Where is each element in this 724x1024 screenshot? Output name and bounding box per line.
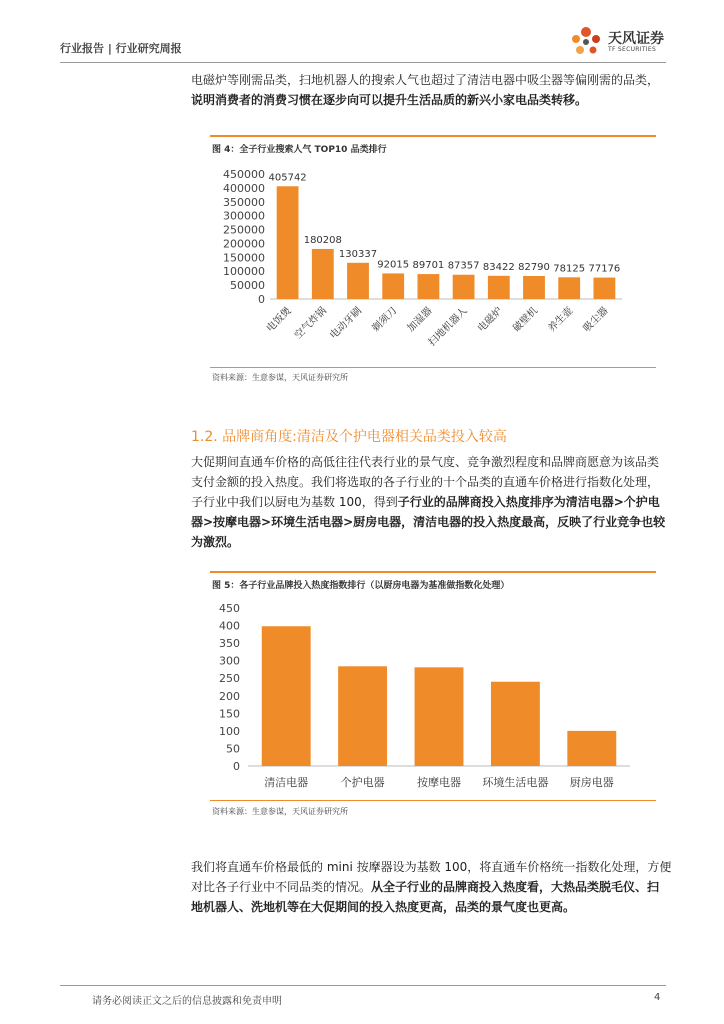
x-tick-label: 扫地机器人: [426, 305, 470, 349]
y-tick-label: 250: [219, 672, 240, 686]
y-tick-label: 400000: [223, 181, 265, 195]
para2-line-1: 大促期间直通车价格的高低往往代表行业的景气度、竞争激烈程度和品牌商愿意为该品类: [191, 455, 660, 469]
intro-line-1: 电磁炉等刚需品类，扫地机器人的搜索人气也超过了清洁电器中吸尘器等偏刚需的品类，: [191, 73, 660, 87]
y-tick-label: 400: [219, 619, 240, 633]
figure5-source: 资料来源：生意参谋，天风证券研究所: [212, 807, 348, 816]
data-label: 77176: [588, 263, 621, 275]
data-label: 180208: [303, 234, 342, 246]
footer-divider: [60, 985, 666, 986]
y-tick-label: 350000: [223, 195, 265, 209]
x-tick-label: 按摩电器: [417, 776, 461, 789]
x-tick-label: 养生壶: [546, 305, 576, 335]
y-tick-label: 150: [219, 707, 240, 721]
bar: [277, 186, 299, 299]
closing-paragraph: [191, 857, 675, 917]
bar: [453, 275, 475, 299]
logo-name: 天风证券: [608, 31, 664, 47]
y-tick-label: 0: [258, 293, 265, 306]
figure4-bottom-rule: [210, 367, 656, 368]
x-tick-label: 电动牙刷: [328, 305, 365, 342]
y-tick-label: 450: [219, 602, 240, 615]
data-label: 78125: [553, 263, 586, 275]
para2-line-3b: 子行业的品牌商投入热度排序为清洁电器>个护电: [397, 495, 660, 509]
data-label: 87357: [447, 260, 480, 272]
x-tick-label: 电磁炉: [475, 305, 505, 335]
figure5-bottom-rule: [210, 800, 656, 801]
bar: [312, 249, 334, 299]
x-tick-label: 厨房电器: [569, 776, 614, 789]
figure4-source: 资料来源：生意参谋，天风证券研究所: [212, 373, 348, 382]
bar: [567, 731, 616, 766]
x-tick-label: 空气炸锅: [292, 305, 329, 342]
y-tick-label: 300000: [223, 209, 265, 223]
y-tick-label: 0: [233, 760, 240, 773]
data-label: 82790: [518, 262, 550, 274]
y-tick-label: 300: [219, 654, 240, 668]
para2-line-5: 为激烈。: [191, 535, 240, 549]
figure5-chart: [210, 596, 656, 796]
figure4-title: 图 4：全子行业搜索人气 TOP10 品类排行: [212, 145, 387, 155]
header-divider: [60, 62, 666, 63]
y-tick-label: 100000: [223, 265, 265, 279]
intro-line-2: 说明消费者的消费习惯在逐步向可以提升生活品质的新兴小家电品类转移。: [191, 93, 588, 107]
x-tick-label: 加湿器: [405, 305, 435, 335]
figure5-title: 图 5：各子行业品牌投入热度指数排行（以厨房电器为基准做指数化处理）: [212, 581, 510, 591]
report-header-title: 行业报告 | 行业研究周报: [60, 42, 182, 55]
data-label: 83422: [482, 261, 515, 273]
logo-subtitle: TF SECURITIES: [608, 46, 657, 53]
y-tick-label: 250000: [223, 223, 265, 237]
y-tick-label: 150000: [223, 251, 265, 265]
y-tick-label: 350: [219, 637, 240, 651]
bar: [338, 666, 387, 766]
bar: [523, 276, 545, 299]
para3-line-2a: 对比各子行业中不同品类的情况。: [191, 880, 372, 894]
para2-line-4: 器>按摩电器>环境生活电器>厨房电器，清洁电器的投入热度最高，反映了行业竞争也较: [191, 515, 666, 529]
bar: [417, 274, 439, 299]
footer-disclaimer: 请务必阅读正文之后的信息披露和免责申明: [92, 996, 282, 1007]
x-tick-label: 电饭煲: [264, 305, 294, 335]
bar: [347, 263, 369, 299]
para2-line-3: [191, 492, 675, 512]
figure4-top-rule: [210, 135, 656, 137]
bar: [382, 273, 404, 299]
x-tick-label: 剃须刀: [370, 305, 400, 335]
y-tick-label: 50000: [230, 279, 265, 293]
y-tick-label: 450000: [223, 168, 265, 181]
y-tick-label: 200000: [223, 237, 265, 251]
bar: [262, 626, 311, 766]
para3-line-2: [191, 877, 675, 897]
data-label: 130337: [338, 248, 378, 260]
page-number: 4: [654, 992, 661, 1003]
data-label: 405742: [268, 172, 307, 184]
x-tick-label: 吸尘器: [581, 305, 611, 335]
x-tick-label: 清洁电器: [264, 776, 309, 789]
x-tick-label: 环境生活电器: [482, 776, 549, 789]
bar: [491, 682, 540, 766]
figure4-chart: [210, 160, 656, 365]
x-tick-label: 破壁机: [511, 305, 541, 335]
bar: [488, 276, 510, 299]
intro-paragraph: [191, 70, 675, 110]
para3-line-1: 我们将直通车价格最低的 mini 按摩器设为基数 100，将直通车价格统一指数化处理，方便: [191, 860, 672, 874]
para3-line-2b: 从全子行业的品牌商投入热度看，大热品类脱毛仪、扫: [371, 880, 660, 894]
section-paragraph: [191, 452, 675, 552]
tf-securities-logo-icon: [566, 22, 606, 62]
y-tick-label: 200: [219, 689, 240, 703]
data-label: 89701: [412, 260, 445, 272]
bar: [415, 667, 464, 766]
data-label: 92015: [377, 259, 410, 271]
bar: [593, 278, 615, 299]
para2-line-2: 支付金额的投入热度。我们将选取的各子行业的十个品类的直通车价格进行指数化处理，: [191, 475, 660, 489]
y-tick-label: 100: [219, 724, 240, 738]
section-title: 1.2. 品牌商角度:清洁及个护电器相关品类投入较高: [191, 429, 507, 445]
bar: [558, 277, 580, 299]
para2-line-3a: 子行业中我们以厨电为基数 100，得到: [191, 495, 398, 509]
para3-line-3: 地机器人、洗地机等在大促期间的投入热度更高，品类的景气度也更高。: [191, 900, 576, 914]
figure5-top-rule: [210, 571, 656, 573]
y-tick-label: 50: [226, 742, 240, 756]
x-tick-label: 个护电器: [340, 776, 385, 789]
